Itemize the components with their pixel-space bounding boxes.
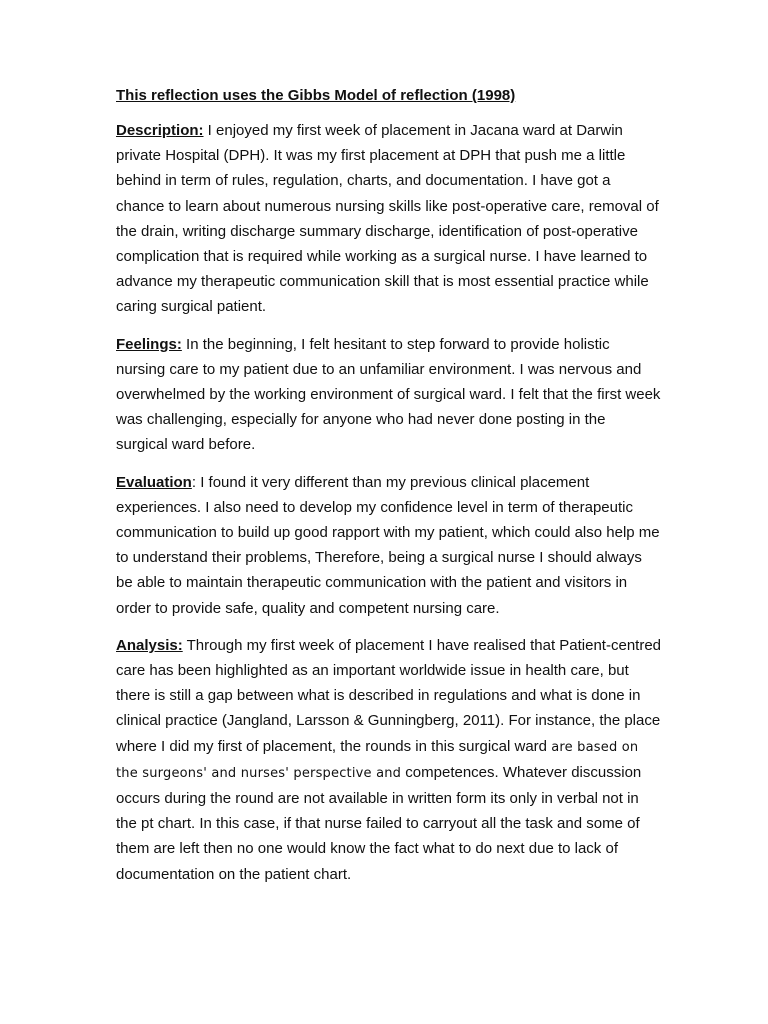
section-evaluation (116, 470, 661, 621)
section-heading-description: Description: (116, 122, 204, 139)
document-page (116, 86, 661, 899)
section-heading-feelings: Feelings: (116, 335, 182, 353)
section-text-description: I enjoyed my first week of placement in Jacana ward at Darwin private Hospital (DPH). It was my first placement at DPH that push me a little behind in term of rules, regulation, charts, and documentation. I have got a chance to learn about numerous nursing skills like post-operative care, removal of the drain, writing discharge summary discharge, identification of post-operative complication that is required while working as a surgical nurse. I have learned to advance my therapeutic communication skill that is most essential practice while caring surgical patient. (116, 122, 659, 316)
section-heading-evaluation: Evaluation (116, 473, 192, 491)
section-analysis (116, 633, 661, 887)
section-description (116, 118, 661, 320)
section-text-analysis-part1: Through my first week of placement I have realised that Patient-centred care has been highlighted as an important worldwide issue in health care, but there is still a gap between what is described in regulations and what is done in clinical practice (Jangland, Larsson & Gunningberg, 2011). For instance, the place where I did my first of placement, the rounds in this surgical ward (116, 636, 662, 755)
section-feelings (116, 332, 661, 458)
section-text-feelings: In the beginning, I felt hesitant to step forward to provide holistic nursing care to my patient due to an unfamiliar environment. I was nervous and overwhelmed by the working environment of surgical ward. I felt that the first week was challenging, especially for anyone who had never done posting in the surgical ward before. (116, 335, 661, 454)
section-heading-analysis: Analysis: (116, 636, 183, 654)
section-text-evaluation: : I found it very different than my previous clinical placement experiences. I also need to develop my confidence level in term of therapeutic communication to build up good rapport with my patient, which could also help me to understand their problems, Therefore, being a surgical nurse I should always be able to maintain therapeutic communication with the patient and visitors in order to provide safe, quality and competent nursing care. (116, 473, 660, 617)
document-title: This reflection uses the Gibbs Model of reflection (1998) (116, 87, 516, 104)
section-text-analysis-mixed-font: are based on the surgeons' and nurses' perspective and (116, 739, 639, 781)
section-text-analysis-part2: competences. Whatever discussion occurs during the round are not available in written form its only in verbal not in the pt chart. In this case, if that nurse failed to carryout all the task and some of them are left then no one would know the fact what to do next due to lack of documentation on the patient chart. (116, 763, 642, 883)
